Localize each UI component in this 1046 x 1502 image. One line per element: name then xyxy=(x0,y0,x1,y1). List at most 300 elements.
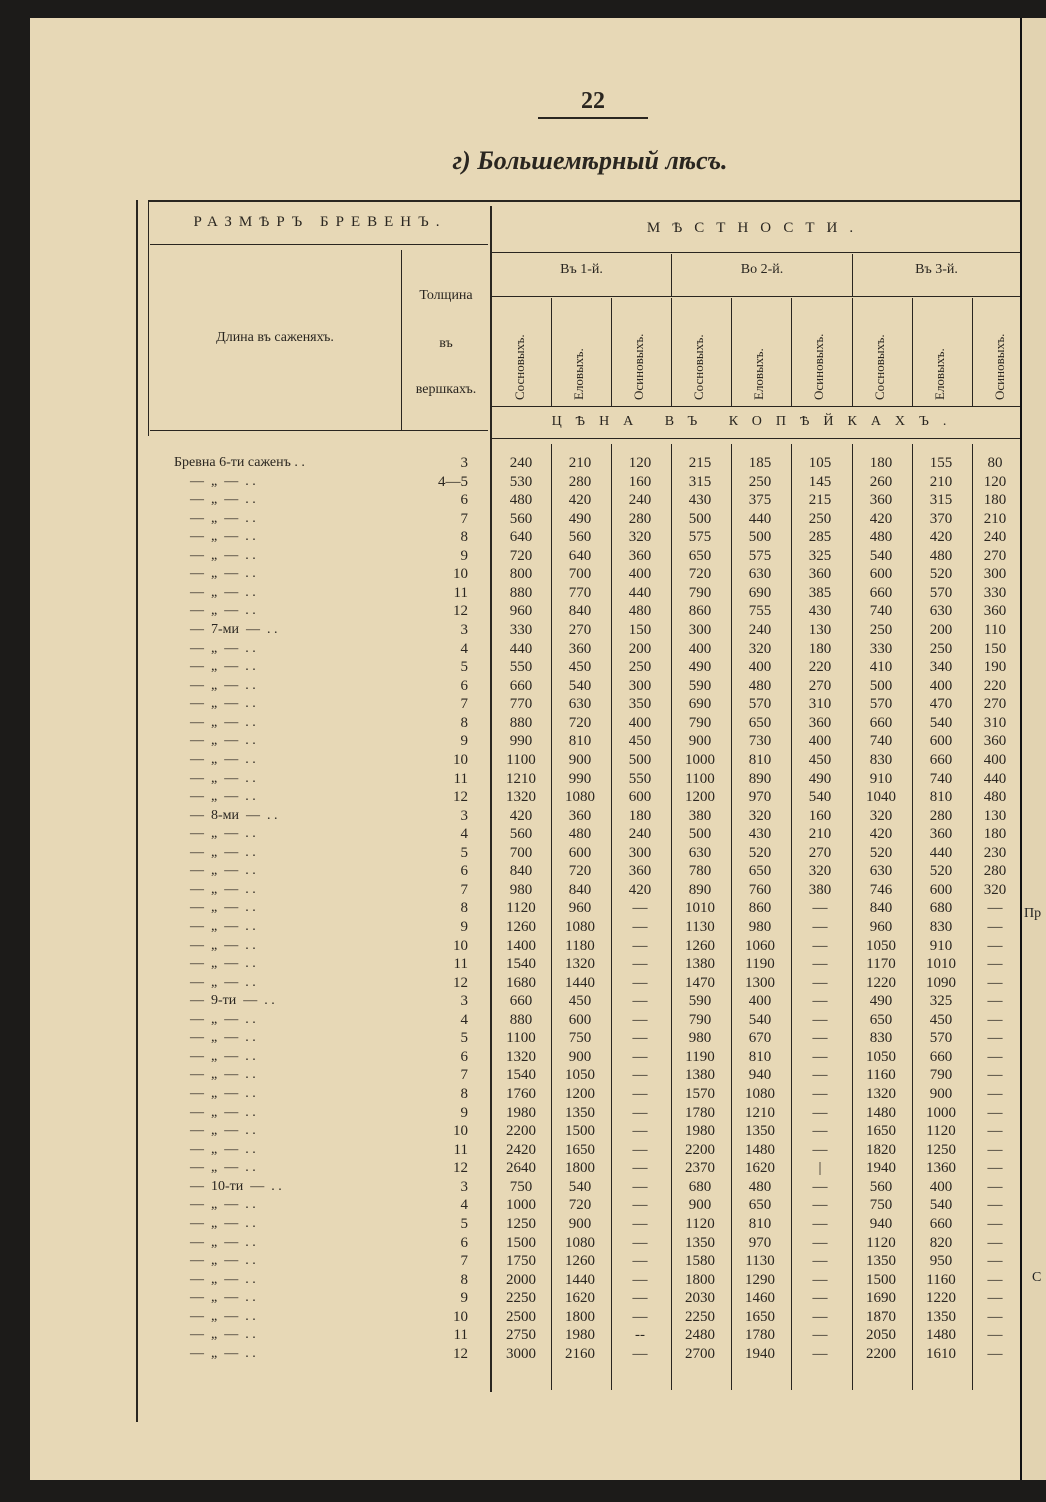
price-cell: 2700 xyxy=(685,1346,715,1362)
price-cell: 240 xyxy=(983,529,1007,545)
price-cell: 860 xyxy=(688,603,712,619)
price-cell: 880 xyxy=(509,585,533,601)
price-cell: 330 xyxy=(509,622,533,638)
price-cell: 500 xyxy=(869,678,893,694)
row-thickness: 4—5 xyxy=(438,474,468,490)
price-cell: 1250 xyxy=(506,1216,536,1232)
price-cell: 2370 xyxy=(685,1160,715,1176)
price-cell: 325 xyxy=(808,548,832,564)
price-cell: — xyxy=(987,1105,1003,1121)
row-thickness: 10 xyxy=(453,1309,468,1325)
price-cell: 2200 xyxy=(506,1123,536,1139)
price-cell: 280 xyxy=(929,808,953,824)
price-cell: 480 xyxy=(628,603,652,619)
price-cell: 790 xyxy=(929,1067,953,1083)
price-cell: 2160 xyxy=(565,1346,595,1362)
price-cell: 1170 xyxy=(866,956,896,972)
price-cell: 540 xyxy=(568,1179,592,1195)
price-cell: 940 xyxy=(748,1067,772,1083)
price-cell: 890 xyxy=(748,771,772,787)
price-cell: 360 xyxy=(983,733,1007,749)
price-cell: 1820 xyxy=(866,1142,896,1158)
price-cell: 810 xyxy=(929,789,953,805)
price-cell: — xyxy=(987,1123,1003,1139)
price-cell: 790 xyxy=(688,715,712,731)
row-thickness: 3 xyxy=(460,993,468,1009)
price-cell: 2250 xyxy=(685,1309,715,1325)
column-rule xyxy=(611,298,612,406)
price-cell: 700 xyxy=(568,566,592,582)
price-cell: 980 xyxy=(688,1030,712,1046)
row-length-label: — „ — . . xyxy=(190,863,256,878)
price-cell: 840 xyxy=(869,900,893,916)
price-cell: 180 xyxy=(628,808,652,824)
price-cell: 570 xyxy=(748,696,772,712)
price-cell: 500 xyxy=(688,826,712,842)
price-cell: 1760 xyxy=(506,1086,536,1102)
price-cell: 310 xyxy=(983,715,1007,731)
price-cell: 1190 xyxy=(745,956,775,972)
price-cell: 360 xyxy=(869,492,893,508)
price-cell: 720 xyxy=(568,715,592,731)
price-cell: 360 xyxy=(983,603,1007,619)
row-thickness: 7 xyxy=(460,1067,468,1083)
price-cell: — xyxy=(987,1030,1003,1046)
price-cell: 450 xyxy=(568,659,592,675)
price-cell: 720 xyxy=(568,863,592,879)
price-cell: 1100 xyxy=(506,1030,536,1046)
price-cell: 1260 xyxy=(565,1253,595,1269)
row-thickness: 5 xyxy=(460,659,468,675)
price-cell: 1010 xyxy=(926,956,956,972)
price-cell: — xyxy=(632,1049,648,1065)
price-cell: 810 xyxy=(748,1216,772,1232)
column-rule xyxy=(671,298,672,406)
row-thickness: 4 xyxy=(460,641,468,657)
price-cell: 240 xyxy=(748,622,772,638)
price-cell: 360 xyxy=(568,808,592,824)
price-cell: — xyxy=(812,1216,828,1232)
price-cell: — xyxy=(812,1346,828,1362)
price-cell: 1480 xyxy=(926,1327,956,1343)
price-cell: — xyxy=(812,1049,828,1065)
row-length-label: — „ — . . xyxy=(190,603,256,618)
price-cell: 360 xyxy=(628,548,652,564)
price-cell: 790 xyxy=(688,585,712,601)
price-cell: 310 xyxy=(808,696,832,712)
price-cell: 150 xyxy=(983,641,1007,657)
price-cell: 960 xyxy=(568,900,592,916)
price-cell: 150 xyxy=(628,622,652,638)
price-cell: 320 xyxy=(869,808,893,824)
price-cell: 210 xyxy=(929,474,953,490)
price-cell: 560 xyxy=(869,1179,893,1195)
price-cell: 1130 xyxy=(685,919,715,935)
price-cell: — xyxy=(812,938,828,954)
price-cell: 440 xyxy=(748,511,772,527)
price-cell: 420 xyxy=(509,808,533,824)
price-cell: 375 xyxy=(748,492,772,508)
row-thickness: 4 xyxy=(460,1012,468,1028)
price-cell: 450 xyxy=(929,1012,953,1028)
price-cell: 450 xyxy=(568,993,592,1009)
row-thickness: 4 xyxy=(460,1197,468,1213)
row-thickness: 10 xyxy=(453,752,468,768)
price-cell: 900 xyxy=(568,1216,592,1232)
price-cell: 320 xyxy=(628,529,652,545)
price-cell: — xyxy=(632,1067,648,1083)
price-cell: 1220 xyxy=(866,975,896,991)
price-cell: — xyxy=(632,1123,648,1139)
row-thickness: 6 xyxy=(460,1049,468,1065)
price-cell: — xyxy=(632,1235,648,1251)
row-length-label: — „ — . . xyxy=(190,900,256,915)
price-cell: 1320 xyxy=(506,1049,536,1065)
price-cell: 1380 xyxy=(685,1067,715,1083)
price-cell: 820 xyxy=(929,1235,953,1251)
size-body-rule xyxy=(150,430,488,431)
row-thickness: 7 xyxy=(460,696,468,712)
price-cell: — xyxy=(987,1142,1003,1158)
row-thickness: 3 xyxy=(460,1179,468,1195)
price-cell: — xyxy=(987,956,1003,972)
price-cell: — xyxy=(632,1179,648,1195)
locality-1: Въ 1-й. xyxy=(560,262,603,277)
wood-type-header: Осиновыхъ. xyxy=(992,333,1007,400)
row-thickness: 11 xyxy=(453,1142,468,1158)
price-cell: 1050 xyxy=(866,938,896,954)
price-cell: — xyxy=(632,993,648,1009)
price-cell: 630 xyxy=(748,566,772,582)
price-cell: 420 xyxy=(869,511,893,527)
price-cell: 520 xyxy=(869,845,893,861)
row-thickness: 5 xyxy=(460,845,468,861)
price-cell: — xyxy=(812,1179,828,1195)
price-cell: 770 xyxy=(509,696,533,712)
price-cell: 2030 xyxy=(685,1290,715,1306)
row-length-label: — „ — . . xyxy=(190,1235,256,1250)
price-cell: 185 xyxy=(748,455,772,471)
price-cell: 1180 xyxy=(565,938,595,954)
price-cell: 570 xyxy=(929,1030,953,1046)
row-length-label: — „ — . . xyxy=(190,1012,256,1027)
price-cell: 480 xyxy=(509,492,533,508)
price-cell: 520 xyxy=(748,845,772,861)
length-label: Длина въ саженяхъ. xyxy=(216,330,334,345)
price-cell: 990 xyxy=(568,771,592,787)
price-cell: 360 xyxy=(808,715,832,731)
row-length-label: — „ — . . xyxy=(190,956,256,971)
price-cell: 480 xyxy=(748,678,772,694)
row-length-label: — „ — . . xyxy=(190,826,256,841)
price-cell: 950 xyxy=(929,1253,953,1269)
price-cell: 1540 xyxy=(506,956,536,972)
price-cell: 1540 xyxy=(506,1067,536,1083)
row-length-label: — „ — . . xyxy=(190,1049,256,1064)
adjacent-page-fragment: Пр xyxy=(1024,906,1042,921)
price-cell: 630 xyxy=(929,603,953,619)
price-cell: 285 xyxy=(808,529,832,545)
price-cell: 650 xyxy=(748,863,772,879)
price-cell: 1650 xyxy=(866,1123,896,1139)
price-cell: 1120 xyxy=(506,900,536,916)
price-cell: 450 xyxy=(808,752,832,768)
price-cell: — xyxy=(987,1160,1003,1176)
price-cell: — xyxy=(812,1067,828,1083)
price-cell: 1620 xyxy=(745,1160,775,1176)
price-cell: 120 xyxy=(628,455,652,471)
column-rule xyxy=(852,298,853,406)
price-cell: 440 xyxy=(628,585,652,601)
price-cell: 490 xyxy=(808,771,832,787)
price-cell: 380 xyxy=(808,882,832,898)
price-cell: — xyxy=(987,1290,1003,1306)
price-cell: 300 xyxy=(688,622,712,638)
price-cell: 760 xyxy=(748,882,772,898)
price-cell: 750 xyxy=(869,1197,893,1213)
wood-type-header: Сосновыхъ. xyxy=(691,334,706,400)
price-cell: — xyxy=(812,900,828,916)
price-cell: 970 xyxy=(748,789,772,805)
price-cell: 105 xyxy=(808,455,832,471)
row-thickness: 3 xyxy=(460,455,468,471)
row-thickness: 12 xyxy=(453,975,468,991)
price-cell: 370 xyxy=(929,511,953,527)
price-cell: — xyxy=(987,1346,1003,1362)
column-rule xyxy=(972,298,973,406)
price-cell: 660 xyxy=(929,1216,953,1232)
price-cell: — xyxy=(632,1105,648,1121)
price-cell: 220 xyxy=(983,678,1007,694)
price-cell: — xyxy=(632,1290,648,1306)
price-cell: — xyxy=(987,1049,1003,1065)
wood-types-rule xyxy=(492,406,1020,407)
price-cell: 2200 xyxy=(685,1142,715,1158)
row-length-label: — „ — . . xyxy=(190,548,256,563)
page-number: 22 xyxy=(538,88,648,119)
price-cell: 960 xyxy=(509,603,533,619)
price-cell: 1800 xyxy=(685,1272,715,1288)
price-cell: 575 xyxy=(748,548,772,564)
price-cell: 420 xyxy=(929,529,953,545)
price-cell: 2420 xyxy=(506,1142,536,1158)
row-length-label: — „ — . . xyxy=(190,752,256,767)
price-cell: 180 xyxy=(808,641,832,657)
price-cell: 1580 xyxy=(685,1253,715,1269)
price-cell: 1010 xyxy=(685,900,715,916)
price-cell: 320 xyxy=(748,808,772,824)
price-cell: 3000 xyxy=(506,1346,536,1362)
price-cell: 2750 xyxy=(506,1327,536,1343)
price-cell: 1780 xyxy=(685,1105,715,1121)
price-cell: 890 xyxy=(688,882,712,898)
row-thickness: 6 xyxy=(460,863,468,879)
price-cell: — xyxy=(987,993,1003,1009)
price-cell: — xyxy=(632,1086,648,1102)
row-thickness: 4 xyxy=(460,826,468,842)
price-cell: 770 xyxy=(568,585,592,601)
row-thickness: 9 xyxy=(460,548,468,564)
price-cell: — xyxy=(632,1309,648,1325)
price-cell: 400 xyxy=(929,678,953,694)
price-cell: — xyxy=(812,1235,828,1251)
price-cell: 1350 xyxy=(745,1123,775,1139)
price-cell: 1680 xyxy=(506,975,536,991)
price-cell: 1940 xyxy=(866,1160,896,1176)
row-thickness: 9 xyxy=(460,919,468,935)
price-cell: 900 xyxy=(568,752,592,768)
price-cell: — xyxy=(987,1197,1003,1213)
price-cell: 280 xyxy=(568,474,592,490)
price-cell: 520 xyxy=(929,566,953,582)
price-cell: 570 xyxy=(869,696,893,712)
wood-type-header: Еловыхъ. xyxy=(932,348,947,400)
row-thickness: 6 xyxy=(460,492,468,508)
price-cell: — xyxy=(632,1346,648,1362)
price-cell: 680 xyxy=(688,1179,712,1195)
price-cell: 120 xyxy=(983,474,1007,490)
row-length-label: — 7-ми — . . xyxy=(190,622,278,637)
price-cell: 650 xyxy=(688,548,712,564)
price-cell: 1650 xyxy=(565,1142,595,1158)
column-rule xyxy=(912,298,913,406)
price-cell: 980 xyxy=(509,882,533,898)
price-cell: 900 xyxy=(688,733,712,749)
price-cell: 210 xyxy=(808,826,832,842)
price-cell: 250 xyxy=(929,641,953,657)
price-cell: 1210 xyxy=(745,1105,775,1121)
price-cell: 1060 xyxy=(745,938,775,954)
price-cell: 780 xyxy=(688,863,712,879)
price-cell: 270 xyxy=(983,548,1007,564)
price-cell: — xyxy=(987,938,1003,954)
price-cell: 360 xyxy=(568,641,592,657)
price-cell: 1080 xyxy=(565,919,595,935)
price-cell: — xyxy=(632,1253,648,1269)
price-cell: 600 xyxy=(929,733,953,749)
row-length-label: — „ — . . xyxy=(190,1105,256,1120)
price-cell: 420 xyxy=(568,492,592,508)
price-cell: — xyxy=(632,1160,648,1176)
row-length-label: — „ — . . xyxy=(190,1346,256,1361)
row-length-label: — „ — . . xyxy=(190,641,256,656)
price-cell: 400 xyxy=(628,566,652,582)
price-cell: 400 xyxy=(748,659,772,675)
price-cell: -- xyxy=(635,1327,645,1343)
price-cell: 670 xyxy=(748,1030,772,1046)
row-thickness: 8 xyxy=(460,529,468,545)
price-cell: 1130 xyxy=(745,1253,775,1269)
price-cell: 840 xyxy=(509,863,533,879)
price-cell: — xyxy=(987,900,1003,916)
price-cell: 660 xyxy=(929,752,953,768)
price-cell: 1350 xyxy=(565,1105,595,1121)
price-cell: 1800 xyxy=(565,1309,595,1325)
price-cell: — xyxy=(812,956,828,972)
price-cell: — xyxy=(812,975,828,991)
price-cell: 600 xyxy=(568,845,592,861)
price-cell: 540 xyxy=(929,715,953,731)
price-cell: 420 xyxy=(628,882,652,898)
row-thickness: 6 xyxy=(460,678,468,694)
row-thickness: 7 xyxy=(460,882,468,898)
price-cell: 340 xyxy=(929,659,953,675)
row-length-label: — „ — . . xyxy=(190,919,256,934)
price-cell: 385 xyxy=(808,585,832,601)
row-length-label: — 9-ти — . . xyxy=(190,993,275,1008)
row-length-label: — „ — . . xyxy=(190,492,256,507)
price-cell: 1500 xyxy=(506,1235,536,1251)
price-cell: 660 xyxy=(869,585,893,601)
price-cell: 1260 xyxy=(685,938,715,954)
price-cell: 730 xyxy=(748,733,772,749)
price-cell: 940 xyxy=(869,1216,893,1232)
price-cell: 1260 xyxy=(506,919,536,935)
price-cell: 1320 xyxy=(506,789,536,805)
price-cell: 1380 xyxy=(685,956,715,972)
price-cell: 1210 xyxy=(506,771,536,787)
price-cell: 830 xyxy=(929,919,953,935)
price-cell: 1050 xyxy=(866,1049,896,1065)
price-cell: — xyxy=(987,1216,1003,1232)
price-cell: 840 xyxy=(568,603,592,619)
price-cell: — xyxy=(987,919,1003,935)
price-cell: 790 xyxy=(688,1012,712,1028)
price-cell: 600 xyxy=(929,882,953,898)
price-cell: 500 xyxy=(748,529,772,545)
thickness-label-line: въ xyxy=(439,336,453,351)
wood-type-header: Осиновыхъ. xyxy=(631,333,646,400)
price-cell: — xyxy=(987,1067,1003,1083)
price-cell: 810 xyxy=(568,733,592,749)
row-length-label: — „ — . . xyxy=(190,975,256,990)
price-cell: 650 xyxy=(748,715,772,731)
price-cell: — xyxy=(632,919,648,935)
row-length-label: — „ — . . xyxy=(190,1123,256,1138)
wood-type-header: Еловыхъ. xyxy=(571,348,586,400)
price-cell: 360 xyxy=(628,863,652,879)
price-cell: — xyxy=(632,1012,648,1028)
price-cell: 500 xyxy=(688,511,712,527)
wood-type-header: Еловыхъ. xyxy=(751,348,766,400)
column-rule xyxy=(731,298,732,406)
price-cell: 500 xyxy=(628,752,652,768)
price-cell: 430 xyxy=(748,826,772,842)
price-cell: | xyxy=(818,1160,822,1176)
row-thickness: 11 xyxy=(453,956,468,972)
price-cell: 210 xyxy=(568,455,592,471)
price-cell: 1320 xyxy=(866,1086,896,1102)
row-length-label: — „ — . . xyxy=(190,845,256,860)
price-cell: 575 xyxy=(688,529,712,545)
row-thickness: 12 xyxy=(453,1160,468,1176)
row-length-label: — „ — . . xyxy=(190,566,256,581)
row-length-label: — „ — . . xyxy=(190,1160,256,1175)
price-cell: 250 xyxy=(869,622,893,638)
price-cell: — xyxy=(632,956,648,972)
price-cell: 330 xyxy=(869,641,893,657)
row-thickness: 10 xyxy=(453,938,468,954)
price-cell: — xyxy=(987,975,1003,991)
price-cell: 1800 xyxy=(565,1160,595,1176)
price-cell: 740 xyxy=(869,603,893,619)
price-cell: 650 xyxy=(748,1197,772,1213)
price-cell: 1000 xyxy=(926,1105,956,1121)
price-cell: 1290 xyxy=(745,1272,775,1288)
price-cell: 750 xyxy=(568,1030,592,1046)
price-cell: 1080 xyxy=(745,1086,775,1102)
price-cell: 1980 xyxy=(685,1123,715,1139)
